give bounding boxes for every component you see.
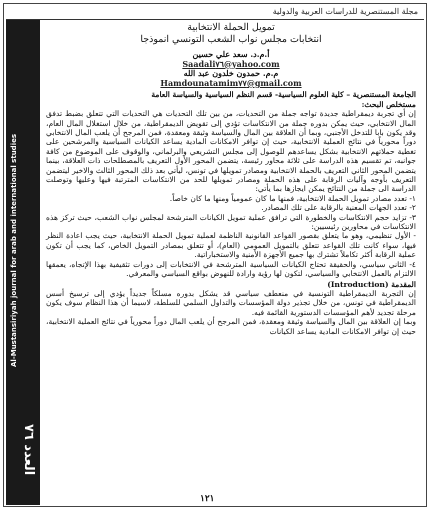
paper-title: تمويل الحملة الانتخابية xyxy=(187,22,275,33)
finding-item: ٢- تعدد الجهات المعنية بالرقابة على تلك المصادر. xyxy=(261,203,416,213)
side-issue-number: العدد ٧٦ xyxy=(21,424,36,476)
article-body xyxy=(46,22,416,502)
intro-paragraph: إن التجربة الديمقراطية التونسية في منعطف سياسي قد يشكل بدوره مسلكاً جديداً يؤدي إلى ترسيخ أسس الديمقراطية في تونس، من خلال تجذير دولة المؤسسات والتداول السلمي للسلطة، لاسيما أن هذا النظام سوف يكون مرحلة تجديد لأهم المؤسسات الدستورية القائمة فيه. xyxy=(46,288,416,317)
finding-item: ١- تعدد مصادر تمويل الحملة الانتخابية، فمنها ما كان عمومياً ومنها ما كان خاصاً. xyxy=(169,193,416,203)
author-2-email[interactable]: Hamdounatamim٧٧@gmail.com xyxy=(160,77,302,88)
intro-heading: المقدمة (Introduction) xyxy=(327,279,416,289)
author-1: أ.م.د. سعد علي حسين xyxy=(192,49,270,59)
side-strip xyxy=(6,20,40,505)
author-1-email[interactable]: Saadali٧٦@yahoo.com xyxy=(182,58,280,69)
finding-item: - الأول تنظيمي، وهو ما يتعلق بقصور القواعد القانونية الناظمة لعملية تمويل الحملة الانتخابية، حيث يجب اعادة النظر فيها، سواء كانت تلك القواعد تتعلق بالتمويل العمومي (العام)، أو تتعلق بمصادر التمويل الخاص، كما يجب أن تكون عملية الرقابة أكثر تكاملاً تشترك بها جميع الأجهزة الأمنية والاستخباراتية. xyxy=(46,231,416,260)
finding-item: ٣- تزايد حجم الانتكاسات والخطورة التي ترافق عملية تمويل الكيانات المترشحة لمجلس نواب الشعب، حيث تركز هذه الانتكاسات في محاورين رئيسيين: xyxy=(46,212,416,232)
running-header: مجلة المستنصرية للدراسات العربية والدولية xyxy=(6,6,424,20)
side-journal-name: Al-Mustansiriyah journal for arab and international studies xyxy=(10,133,18,367)
page-number: ١٢١ xyxy=(200,494,215,504)
affiliation: الجامعة المستنصرية – كلية العلوم السياسية- قسم النظم السياسية والسياسة العامة xyxy=(151,90,416,100)
author-2: م.م. حمدون خلدون عبد الله xyxy=(183,68,279,79)
paper-subtitle: انتخابات مجلس نواب الشعب التونسي انموذجا xyxy=(140,34,322,45)
finding-item: ٤- الثاني سياسي، والحقيقة تحتاج الكيانات السياسية المترشحة في الانتخابات إلى دورات تثقيفية بهذا الإتجاه، يعمقها الالتزام بالعمل الانتخابي والسياسي، لتكون لها رؤية وارادة للنهوض بواقع السياسي والمعرفي. xyxy=(46,259,416,279)
abstract-heading: مستخلص البحث: xyxy=(361,99,416,109)
intro-paragraph: وبما إن العلاقة بين المال والسياسة وثيقة ومعقدة، فمن المرجح أن يلعب المال دوراً محورياً في نتائج العملية الانتخابية، حيث إن توافر الامكانات المادية يساعد الكيانات xyxy=(46,317,416,336)
abstract-paragraph: إن أي تجربة ديمقراطية جديدة تواجه جملة من التحديات، من بين تلك التحديات هي التحديات التي تتعلق بضبط تدفق المال الانتخابي، حيث يمكن بدوره جملة من الانتكاسات تؤدي إلى تقويض الديمقراطية، من خلال استغلال المال العام، وقد يكون بابا للتدخل الأجنبي، وبما أن العلاقة بين المال والسياسة وثيقة ومعقدة، فمن المرجح أن يلعب المال الانتخابي دوراً محورياً في نتائج العملية الانتخابية، حيث إن توافر الامكانات المادية يساعد الكيانات السياسية والمرشحين على تغطية حملاتهم الانتخابية بشكل يساعدهم للوصول إلى مجلس التشريعي والبرلماني، والوقوف على الموضوع من كافة جوانبه، تم تقسيم هذه الدراسة على ثلاثة محاور رئيسة، يتضمن المحور الأول التعريف بالمصطلحات ذات العلاقة، بينما يتضمن المحور الثاني التعريف بالحملة الانتخابية ومصادر تمويلها في تونس، ليأتي بعد ذلك المحور الثالث والاخير ليتضمن التعريف بأوجه وآليات الرقابة على هذه الحملة ومصادر تمويلها للحد من الانتكاسات المترتبة فيها وعليها وتوصلت الدراسة الى جملة من النتائج يمكن ايجازها بما يأتي: xyxy=(46,109,416,194)
